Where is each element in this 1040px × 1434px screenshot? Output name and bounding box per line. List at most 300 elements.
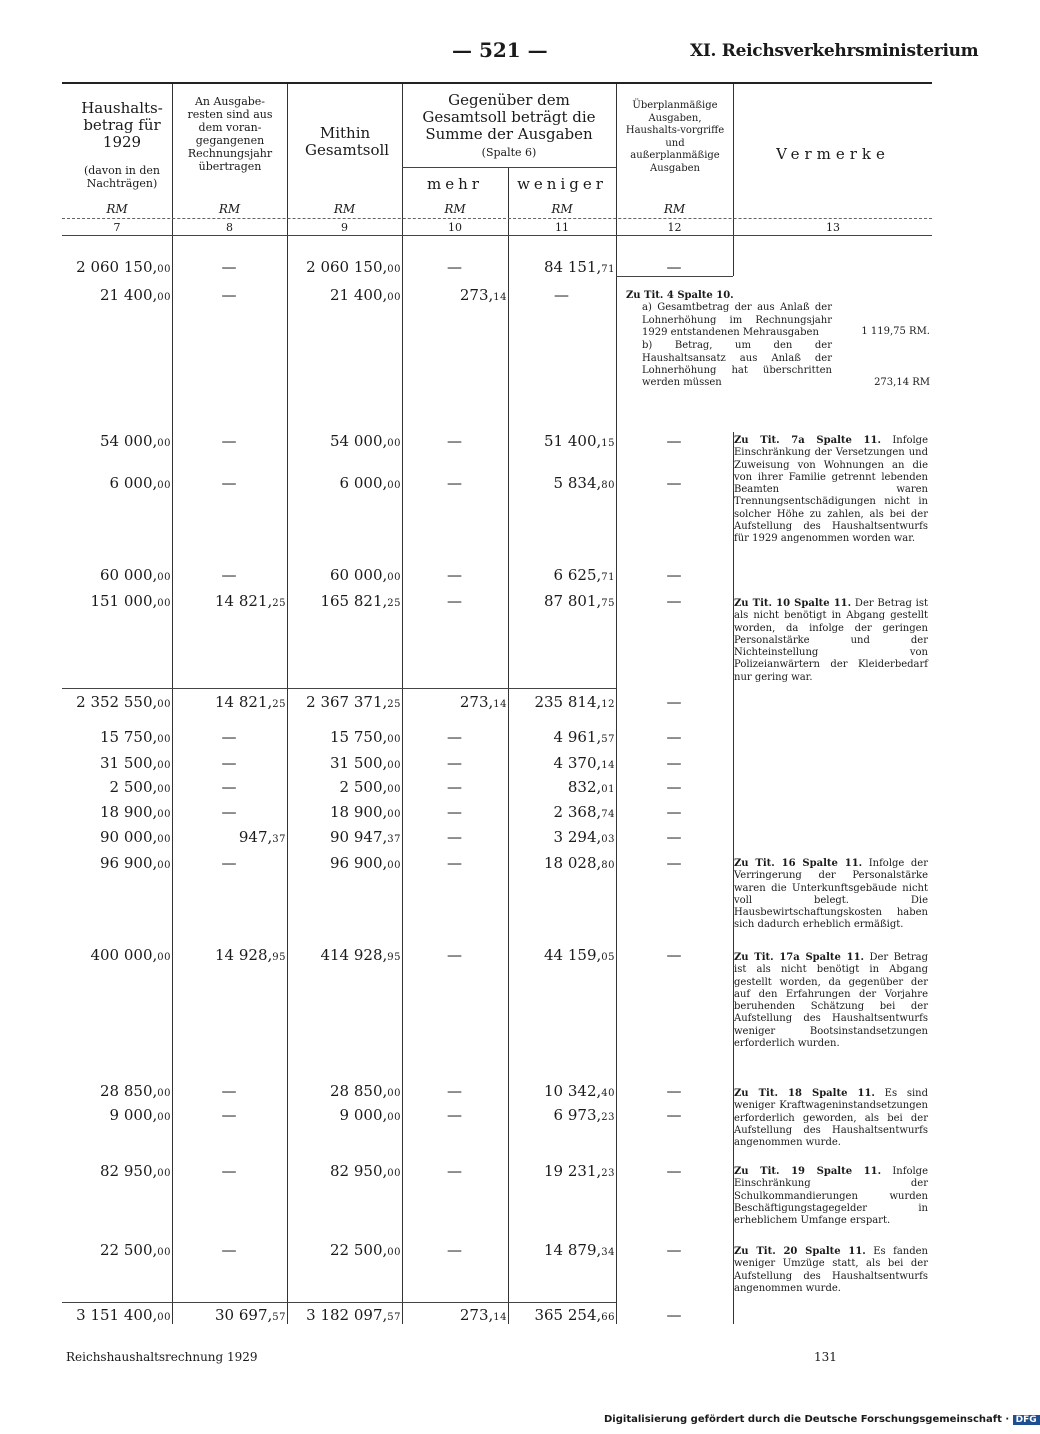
cell-c7-row-4 [110,474,171,495]
cell-decimals: 37 [387,834,401,845]
col13-header: Vermerke [776,145,890,163]
cell-c9-row-5 [330,566,401,587]
cell-c9-row-2 [330,286,401,307]
cell-c12-row-7: — [666,693,682,711]
cell-c11-row-13 [544,854,615,875]
cell-value: 19 231, [544,1162,602,1180]
cell-c7-row-11 [100,803,171,824]
colno-9: 9 [341,221,348,234]
cell-c7-row-16 [110,1106,171,1127]
cell-c10-row-6: — [447,592,462,610]
cell-c8-row-3: — [221,432,237,450]
cell-c8-row-7 [215,693,286,714]
cell-decimals: 23 [601,1112,615,1123]
cell-decimals: 00 [157,598,171,609]
cell-decimals: 57 [272,1312,286,1323]
cell-c11-row-7 [534,693,615,714]
cell-c7-row-5 [100,566,171,587]
cell-decimals: 66 [601,1312,615,1323]
cell-c9-row-14 [320,946,401,967]
cell-c7-row-6 [90,592,171,613]
cell-c12-row-8: — [666,728,682,746]
cell-decimals: 12 [601,699,615,710]
cell-decimals: 01 [601,784,615,795]
cell-value: 2 500, [109,778,158,796]
cell-c12-row-1: — [666,258,682,276]
note-tit18-head: Zu Tit. 18 Spalte 11. [734,1088,875,1099]
cell-value: 30 697, [215,1306,273,1324]
cell-c9-row-7 [306,693,401,714]
cell-c11-row-8 [554,728,615,749]
cell-c9-row-6 [320,592,401,613]
cell-c11-row-6 [544,592,615,613]
cell-value: 6 625, [553,566,602,584]
group-header: Gegenüber dem Gesamtsoll beträgt die Summe der Ausgaben [422,91,596,143]
cell-value: 90 947, [330,828,388,846]
unit-col10: RM [444,202,466,216]
cell-c7-row-14 [90,946,171,967]
cell-decimals: 40 [601,1088,615,1099]
cell-c8-row-4: — [221,474,237,492]
cell-c8-row-2: — [221,286,237,304]
cell-decimals: 14 [601,760,615,771]
cell-c10-row-11: — [447,803,462,821]
cell-c11-row-10 [568,778,615,799]
col-divider-6 [733,84,734,276]
cell-c12-row-14: — [666,946,682,964]
cell-value: 44 159, [544,946,602,964]
note-tit10-text: Der Betrag ist als nicht benötigt in Abgang gestellt worden, da infolge der geringen Personalstärke und der Nichteinstellung von Polizeianwärtern der Kleiderbedarf nur gering war. [734,598,929,683]
note-tit4-a: a) Gesamtbetrag der aus Anlaß der Lohnerhöhung im Rechnungsjahr 1929 entstandenen Mehrausgaben [642,302,832,338]
cell-c9-row-1 [306,258,401,279]
note-tit4-a-value: 1 119,75 RM. [861,326,930,338]
cell-value: 14 821, [215,693,273,711]
cell-value: 5 834, [553,474,602,492]
cell-c7-row-17 [100,1162,171,1183]
col11-header: weniger [517,175,607,193]
cell-c10-row-2 [460,286,507,307]
cell-decimals: 25 [387,598,401,609]
cell-c11-row-15 [544,1082,615,1103]
cell-decimals: 75 [601,598,615,609]
cell-c10-row-18: — [447,1241,462,1259]
cell-value: 54 000, [100,432,158,450]
cell-value: 9 000, [339,1106,388,1124]
cell-value: 832, [567,778,602,796]
note-tit4-b-value: 273,14 RM [874,376,930,388]
cell-value: 14 879, [544,1241,602,1259]
note-tit17a-head: Zu Tit. 17a Spalte 11. [734,952,865,963]
cell-value: 18 900, [100,803,158,821]
note-rule-top [616,276,733,277]
cell-c8-row-19 [215,1306,286,1327]
cell-c11-row-16 [554,1106,615,1127]
cell-value: 2 367 371, [306,693,388,711]
cell-value: 3 151 400, [76,1306,158,1324]
col7-header: Haushalts-betrag für 1929 [81,99,163,151]
note-tit16-head: Zu Tit. 16 Spalte 11. [734,858,863,869]
cell-decimals: 25 [272,699,286,710]
unit-col11: RM [551,202,573,216]
cell-decimals: 00 [387,760,401,771]
cell-c10-row-16: — [447,1106,462,1124]
cell-c10-row-5: — [447,566,462,584]
cell-value: 2 060 150, [306,258,388,276]
cell-value: 10 342, [544,1082,602,1100]
cell-c10-row-9: — [447,754,462,772]
cell-decimals: 80 [601,480,615,491]
col12-header: Überplanmäßige Ausgaben, Haushalts-vorgriffe und außerplanmäßige Ausgaben [625,100,725,174]
cell-c7-row-15 [100,1082,171,1103]
footer-page: 131 [814,1350,837,1364]
cell-decimals: 00 [387,734,401,745]
unit-col9: RM [333,202,356,216]
cell-value: 31 500, [330,754,388,772]
cell-c9-row-4 [340,474,401,495]
cell-c7-row-13 [100,854,171,875]
cell-value: 365 254, [534,1306,602,1324]
cell-value: 60 000, [100,566,158,584]
note-tit20-text: Es fanden weniger Umzüge statt, als bei der Aufstellung des Haushaltsentwurfs angenommen wurde. [734,1246,928,1294]
cell-decimals: 00 [157,480,171,491]
credit-line: Digitalisierung gefördert durch die Deutsche Forschungsgemeinschaft · DFG [604,1414,1040,1425]
cell-decimals: 00 [157,1088,171,1099]
cell-c9-row-15 [330,1082,401,1103]
cell-c8-row-18: — [221,1241,237,1259]
cell-decimals: 80 [601,860,615,871]
cell-decimals: 00 [387,1112,401,1123]
cell-value: 165 821, [320,592,388,610]
section-title: XI. Reichsverkehrsministerium [690,41,979,61]
cell-c9-row-3 [330,432,401,453]
cell-decimals: 00 [387,1247,401,1258]
cell-decimals: 25 [387,699,401,710]
cell-c12-row-6: — [666,592,682,610]
cell-decimals: 00 [157,438,171,449]
cell-value: 2 368, [553,803,602,821]
cell-c9-row-12 [330,828,401,849]
cell-decimals: 14 [493,699,507,710]
cell-c11-row-11 [554,803,615,824]
cell-c8-row-12 [239,828,286,849]
cell-value: 2 352 550, [76,693,158,711]
cell-c7-row-9 [100,754,171,775]
cell-value: 14 928, [215,946,273,964]
cell-decimals: 03 [601,834,615,845]
cell-value: 400 000, [90,946,158,964]
note-tit4-b: b) Betrag, um den der Haushaltsansatz aus Anlaß der Lohnerhöhung hat überschritten werden müssen [642,340,832,389]
colno-10: 10 [448,221,462,234]
cell-decimals: 00 [157,1112,171,1123]
footer-title: Reichshaushaltsrechnung 1929 [66,1350,258,1364]
cell-c12-row-11: — [666,803,682,821]
col10-header: mehr [427,175,483,193]
cell-c10-row-7 [460,693,507,714]
cell-decimals: 00 [157,292,171,303]
cell-value: 22 500, [100,1241,158,1259]
cell-decimals: 00 [387,572,401,583]
note-tit4 [626,290,930,389]
cell-value: 22 500, [330,1241,388,1259]
cell-value: 235 814, [534,693,602,711]
cell-c9-row-11 [330,803,401,824]
cell-c11-row-5 [554,566,615,587]
note-tit18 [734,1088,928,1149]
cell-c12-row-19: — [666,1306,682,1324]
col9-header: Mithin Gesamtsoll [305,124,390,159]
colno-11: 11 [555,221,569,234]
colno-12: 12 [667,221,682,234]
cell-decimals: 15 [601,438,615,449]
cell-c10-row-13: — [447,854,462,872]
cell-decimals: 05 [601,952,615,963]
cell-value: 18 900, [330,803,388,821]
group-subheader: (Spalte 6) [481,146,537,159]
col7-subheader: (davon in den Nachträgen) [83,164,161,190]
cell-value: 3 182 097, [306,1306,388,1324]
cell-decimals: 00 [157,1312,171,1323]
cell-decimals: 00 [157,860,171,871]
cell-c11-row-3 [544,432,615,453]
cell-c10-row-8: — [447,728,462,746]
cell-decimals: 00 [387,860,401,871]
cell-value: 6 000, [339,474,388,492]
cell-c7-row-12 [100,828,171,849]
cell-c12-row-3: — [666,432,682,450]
cell-decimals: 00 [387,1168,401,1179]
note-tit7a-head: Zu Tit. 7a Spalte 11. [734,435,881,446]
note-tit10 [734,598,928,684]
cell-c8-row-14 [215,946,286,967]
cell-c10-row-3: — [447,432,462,450]
cell-decimals: 57 [601,734,615,745]
cell-value: 21 400, [330,286,388,304]
cell-c11-row-1 [544,258,615,279]
cell-decimals: 57 [387,1312,401,1323]
cell-value: 6 973, [553,1106,602,1124]
note-tit19-head: Zu Tit. 19 Spalte 11. [734,1166,882,1177]
cell-c8-row-1: — [221,258,237,276]
cell-c7-row-2 [100,286,171,307]
cell-c10-row-17: — [447,1162,462,1180]
credit-text: Digitalisierung gefördert durch die Deutsche Forschungsgemeinschaft [604,1414,1002,1425]
cell-decimals: 71 [601,572,615,583]
cell-decimals: 95 [272,952,286,963]
note-tit7a [734,435,928,546]
cell-decimals: 00 [157,264,171,275]
cell-value: 31 500, [100,754,158,772]
col8-header: An Ausgabe-resten sind aus dem voran-gegangenen Rechnungsjahr übertragen [187,95,273,173]
cell-c12-row-4: — [666,474,682,492]
cell-c11-row-17 [544,1162,615,1183]
cell-value: 51 400, [544,432,602,450]
cell-c8-row-15: — [221,1082,237,1100]
cell-decimals: 00 [157,699,171,710]
cell-c12-row-12: — [666,828,682,846]
cell-decimals: 00 [387,1088,401,1099]
cell-value: 9 000, [109,1106,158,1124]
cell-value: 84 151, [544,258,602,276]
cell-decimals: 00 [157,1247,171,1258]
cell-c12-row-5: — [666,566,682,584]
cell-c11-row-12 [554,828,615,849]
header-rule [62,82,932,84]
cell-value: 2 500, [339,778,388,796]
cell-c12-row-9: — [666,754,682,772]
cell-value: 273, [459,286,494,304]
cell-c10-row-1: — [447,258,462,276]
cell-c8-row-6 [215,592,286,613]
cell-value: 14 821, [215,592,273,610]
cell-c10-row-14: — [447,946,462,964]
note-tit16-text: Infolge der Verringerung der Personalstärke waren die Unterkunftsgebäude nicht voll belegt. Die Hausbewirtschaftungskosten haben sich dadurch erheblich ermäßigt. [734,858,928,931]
cell-decimals: 34 [601,1247,615,1258]
cell-decimals: 00 [387,264,401,275]
cell-c7-row-8 [100,728,171,749]
cell-value: 82 950, [100,1162,158,1180]
cell-c12-row-17: — [666,1162,682,1180]
colno-7: 7 [113,221,121,234]
cell-value: 96 900, [100,854,158,872]
cell-value: 15 750, [100,728,158,746]
dfg-logo: DFG [1013,1415,1040,1425]
cell-c12-row-15: — [666,1082,682,1100]
cell-decimals: 00 [157,760,171,771]
cell-value: 151 000, [90,592,158,610]
note-tit10-head: Zu Tit. 10 Spalte 11. [734,598,852,609]
cell-c10-row-12: — [447,828,462,846]
cell-decimals: 00 [157,784,171,795]
cell-c11-row-9 [554,754,615,775]
cell-value: 21 400, [100,286,158,304]
cell-value: 28 850, [100,1082,158,1100]
cell-c12-row-18: — [666,1241,682,1259]
cell-c10-row-4: — [447,474,462,492]
cell-decimals: 00 [157,572,171,583]
cell-value: 28 850, [330,1082,388,1100]
cell-c9-row-16 [340,1106,401,1127]
total-rule [62,1302,616,1303]
cell-c7-row-7 [76,693,171,714]
cell-c7-row-3 [100,432,171,453]
colno-8: 8 [226,221,233,234]
unit-col7: RM [106,202,128,216]
note-tit7a-text: Infolge Einschränkung der Versetzungen und Zuweisung von Wohnungen an die von ihrer Familie getrennt lebenden Beamten waren Trennungsentschädigungen nicht in solcher Höhe zu zahlen, als bei der Aufstellung des Haushaltsentwurfs für 1929 angenommen worden war. [734,435,928,545]
group-header-rule [402,167,616,168]
cell-c10-row-15: — [447,1082,462,1100]
cell-c8-row-17: — [221,1162,237,1180]
cell-c9-row-9 [330,754,401,775]
cell-decimals: 25 [272,598,286,609]
cell-c8-row-5: — [221,566,237,584]
cell-decimals: 00 [387,292,401,303]
cell-value: 3 294, [553,828,602,846]
cell-c10-row-10: — [447,778,462,796]
cell-decimals: 71 [601,264,615,275]
col-divider-2 [287,84,288,1324]
cell-value: 947, [238,828,273,846]
cell-decimals: 00 [157,834,171,845]
cell-c9-row-17 [330,1162,401,1183]
cell-decimals: 14 [493,1312,507,1323]
cell-value: 82 950, [330,1162,388,1180]
note-tit17a-text: Der Betrag ist als nicht benötigt in Abgang gestellt worden, da gegenüber der auf den Erfahrungen der Vorjahre beruhenden Schätzung bei der Aufstellung des Haushaltsentwurfs weniger Bootsinstandsetzungen erforderlich wurden. [734,952,929,1050]
cell-decimals: 00 [387,438,401,449]
cell-c8-row-13: — [221,854,237,872]
cell-decimals: 74 [601,809,615,820]
note-tit20-head: Zu Tit. 20 Spalte 11. [734,1246,866,1257]
cell-c7-row-19 [76,1306,171,1327]
cell-c11-row-4 [554,474,615,495]
col-divider-4 [508,167,509,1324]
cell-c11-row-19 [534,1306,615,1327]
cell-decimals: 00 [387,809,401,820]
cell-c7-row-18 [100,1241,171,1262]
cell-c9-row-10 [340,778,401,799]
cell-c10-row-19 [460,1306,507,1327]
cell-value: 60 000, [330,566,388,584]
cell-value: 90 000, [100,828,158,846]
note-tit4-head: Zu Tit. 4 Spalte 10. [626,290,734,301]
note-tit20 [734,1246,928,1295]
note-tit17a [734,952,928,1050]
note-tit16 [734,858,928,932]
cell-value: 87 801, [544,592,602,610]
cell-c7-row-10 [110,778,171,799]
unit-col12: RM [663,202,686,216]
cell-c8-row-11: — [221,803,237,821]
cell-decimals: 00 [387,784,401,795]
cell-c8-row-9: — [221,754,237,772]
cell-c9-row-18 [330,1241,401,1262]
unit-rule [62,218,932,219]
cell-c8-row-16: — [221,1106,237,1124]
cell-c9-row-8 [330,728,401,749]
cell-c11-row-14 [544,946,615,967]
cell-value: 18 028, [544,854,602,872]
cell-c12-row-10: — [666,778,682,796]
cell-c7-row-1 [76,258,171,279]
header-bottom-rule [62,235,932,236]
cell-c11-row-18 [544,1241,615,1262]
cell-c9-row-19 [306,1306,401,1327]
subtotal-rule [62,688,616,689]
cell-c12-row-13: — [666,854,682,872]
cell-c8-row-8: — [221,728,237,746]
cell-value: 414 928, [320,946,388,964]
note-tit19 [734,1166,928,1227]
cell-c9-row-13 [330,854,401,875]
note-tit18-text: Es sind weniger Kraftwageninstandsetzungen erforderlich geworden, als bei der Aufstellung des Haushaltsentwurfs angenommen wurde. [734,1088,928,1149]
cell-decimals: 14 [493,292,507,303]
unit-col8: RM [218,202,241,216]
cell-value: 4 370, [553,754,602,772]
note-tit19-text: Infolge Einschränkung der Schulkommandierungen wurden Beschäftigungstagegelder in erheblichem Umfange erspart. [734,1166,928,1227]
cell-decimals: 23 [601,1168,615,1179]
cell-decimals: 00 [157,1168,171,1179]
cell-decimals: 00 [387,480,401,491]
cell-value: 96 900, [330,854,388,872]
cell-c11-row-2: — [554,286,569,304]
cell-c8-row-10: — [221,778,237,796]
cell-value: 273, [459,1306,494,1324]
cell-value: 4 961, [553,728,602,746]
cell-c12-row-16: — [666,1106,682,1124]
cell-decimals: 37 [272,834,286,845]
cell-value: 15 750, [330,728,388,746]
cell-value: 6 000, [109,474,158,492]
cell-decimals: 00 [157,952,171,963]
